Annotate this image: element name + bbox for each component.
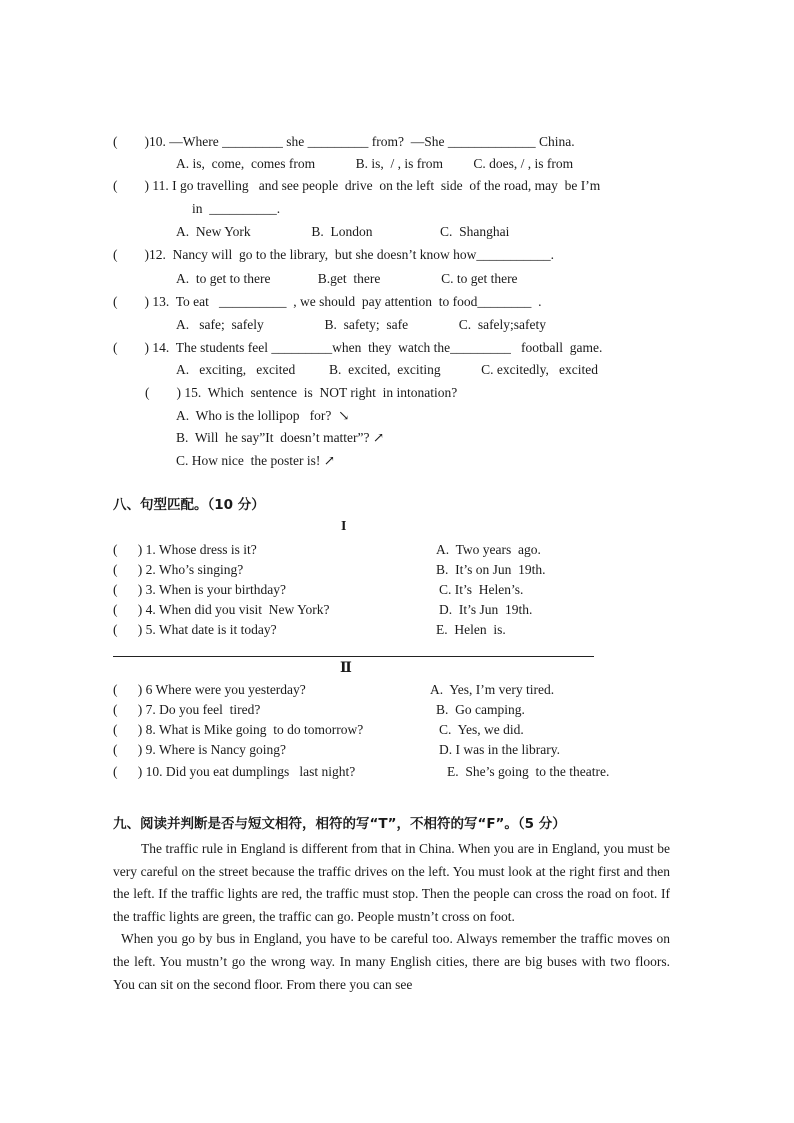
match-answer: C. It’s Helen’s. [439,582,524,597]
match-answer: A. Yes, I’m very tired. [430,682,555,697]
match-answer: D. It’s Jun 19th. [439,602,533,617]
match-answer: C. Yes, we did. [439,722,524,737]
question-12: ( )12. Nancy will go to the library, but she doesn’t know how___________. [113,247,554,262]
question-15-option-c: C. How nice the poster is! ↗ [176,453,336,468]
match-question: ( ) 4. When did you visit New York? [113,602,330,617]
question-11-continued: in __________. [192,201,281,216]
match-question: ( ) 10. Did you eat dumplings last night? [113,764,356,779]
match-answer: D. I was in the library. [439,742,560,757]
match-answer: B. It’s on Jun 19th. [436,562,546,577]
question-15-option-b: B. Will he say”It doesn’t matter”? ↗ [176,430,385,445]
question-11-options: A. New York B. London C. Shanghai [176,224,510,239]
paragraph-2: When you go by bus in England, you have to be careful too. Always remember the traffic moves on the left. You mustn’t go the wrong way. In many English cities, there are big buses with two floors. You can sit on the second floor. From there you can see [113,931,670,992]
match-answer: A. Two years ago. [436,542,541,557]
question-10-options: A. is, come, comes from B. is, / , is from C. does, / , is from [176,156,574,171]
question-13: ( ) 13. To eat __________ , we should pay attention to food________ . [113,294,542,309]
question-14-options: A. exciting, excited B. excited, exciting C. excitedly, excited [176,362,599,377]
match-question: ( ) 8. What is Mike going to do tomorrow? [113,722,364,737]
reading-passage [113,838,670,996]
question-13-options: A. safe; safely B. safety; safe C. safely;safety [176,317,547,332]
match-question: ( ) 6 Where were you yesterday? [113,682,306,697]
question-10: ( )10. —Where _________ she _________ from? —She _____________ China. [113,134,575,149]
question-14: ( ) 14. The students feel _________when they watch the_________ football game. [113,340,603,355]
match-answer: B. Go camping. [436,702,525,717]
part-1-label: I [341,519,347,534]
match-question: ( ) 9. Where is Nancy going? [113,742,286,757]
section-8-title: 八、句型匹配。（10 分） [113,497,265,513]
match-answer: E. She’s going to the theatre. [447,764,610,779]
question-11: ( ) 11. I go travelling and see people drive on the left side of the road, may be I’m [113,178,601,193]
match-question: ( ) 2. Who’s singing? [113,562,244,577]
question-15: ( ) 15. Which sentence is NOT right in intonation? [145,385,458,400]
paragraph-1: The traffic rule in England is different from that in China. When you are in England, you must be very careful on the street because the traffic drives on the left. You must look at the right first and then the left. If the traffic lights are red, the traffic must stop. Then the people can cross the road on foot. If the traffic lights are green, the traffic can go. People mustn’t cross on foot. [113,841,670,924]
part-2-label: Ⅱ [340,661,352,676]
divider-line [113,656,594,657]
match-question: ( ) 3. When is your birthday? [113,582,286,597]
question-15-option-a: A. Who is the lollipop for? ↘ [176,408,350,423]
match-question: ( ) 7. Do you feel tired? [113,702,261,717]
question-12-options: A. to get to there B.get there C. to get there [176,271,518,286]
section-9-title: 九、阅读并判断是否与短文相符，相符的写“T”，不相符的写“F”。（5 分） [113,816,566,832]
match-question: ( ) 1. Whose dress is it? [113,542,257,557]
match-question: ( ) 5. What date is it today? [113,622,277,637]
match-answer: E. Helen is. [436,622,506,637]
